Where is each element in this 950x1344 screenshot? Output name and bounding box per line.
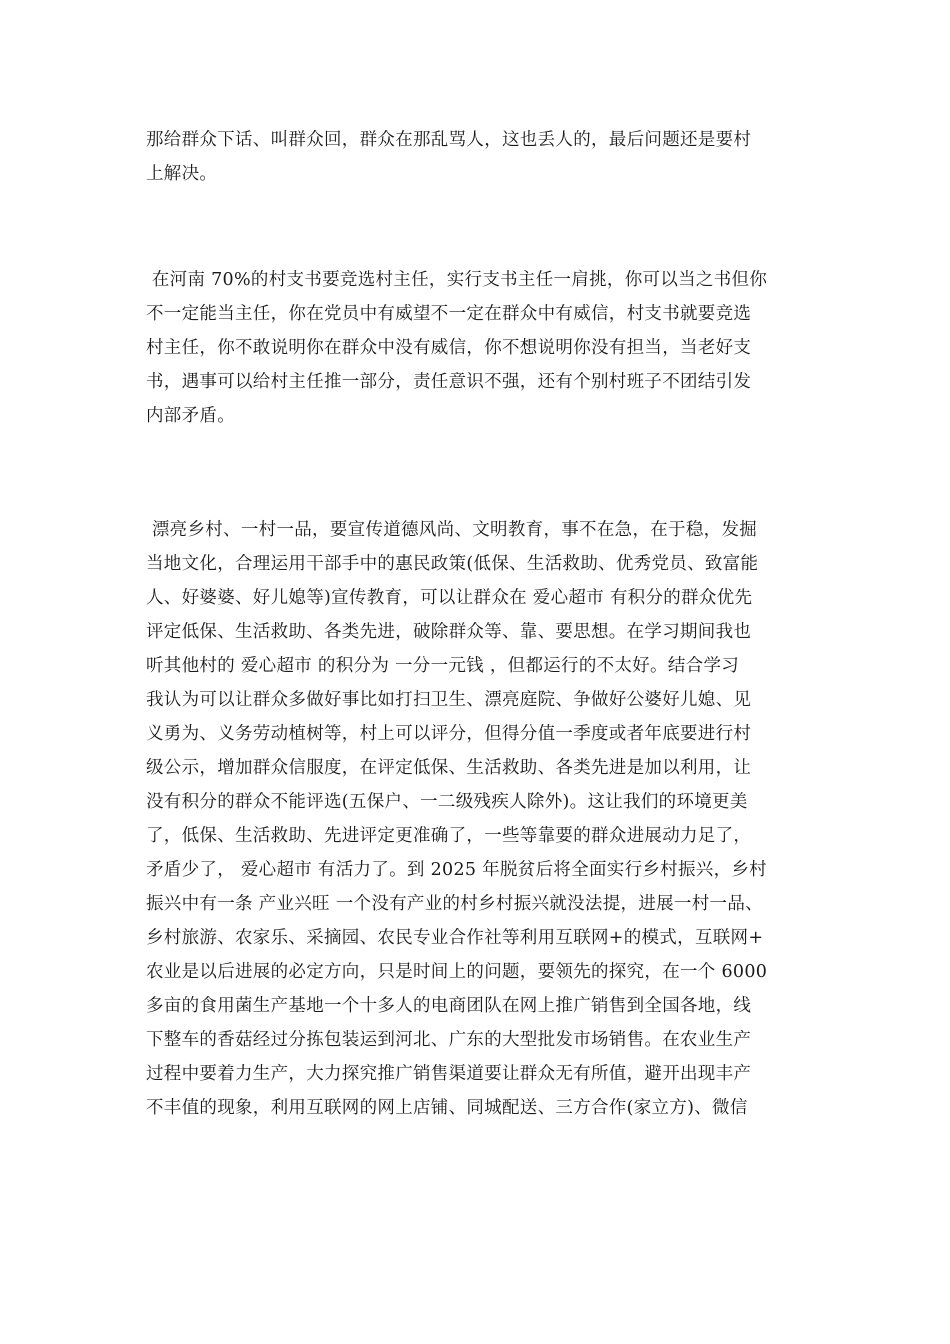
- text-line: 人、好婆婆、好儿媳等)宣传教育，可以让群众在 爱心超市 有积分的群众优先: [146, 588, 753, 608]
- text-line: 义勇为、义务劳动植树等，村上可以评分，但得分值一季度或者年底要进行村: [146, 724, 752, 744]
- paragraph-2: [146, 263, 806, 433]
- text-line: 在河南 70%的村支书要竞选村主任，实行支书主任一肩挑，你可以当之书但你: [146, 270, 768, 290]
- text-line: 多亩的食用菌生产基地一个十多人的电商团队在网上推广销售到全国各地，线: [146, 996, 752, 1016]
- text-line: 过程中要着力生产，大力探究推广销售渠道要让群众无有所值，避开出现丰产: [146, 1064, 752, 1084]
- text-line: 听其他村的 爱心超市 的积分为 一分一元钱 ，但都运行的不太好。结合学习: [146, 656, 740, 676]
- paragraph-1: [146, 123, 806, 191]
- text-line: 不一定能当主任，你在党员中有威望不一定在群众中有威信，村支书就要竞选: [146, 304, 752, 324]
- text-line: 评定低保、生活救助、各类先进，破除群众等、靠、要思想。在学习期间我也: [146, 622, 752, 642]
- text-line: 漂亮乡村、一村一品，要宣传道德风尚、文明教育，事不在急，在于稳，发掘: [146, 520, 758, 540]
- text-line: 我认为可以让群众多做好事比如打扫卫生、漂亮庭院、争做好公婆好儿媳、见: [146, 690, 752, 710]
- text-line: 级公示，增加群众信服度，在评定低保、生活救助、各类先进是加以利用，让: [146, 758, 752, 778]
- text-line: 矛盾少了， 爱心超市 有活力了。到 2025 年脱贫后将全面实行乡村振兴，乡村: [146, 860, 767, 880]
- text-line: 那给群众下话、叫群众回，群众在那乱骂人，这也丢人的，最后问题还是要村: [146, 130, 752, 150]
- text-line: 乡村旅游、农家乐、采摘园、农民专业合作社等利用互联网+的模式，互联网+: [146, 928, 764, 948]
- text-line: 书，遇事可以给村主任推一部分，责任意识不强，还有个别村班子不团结引发: [146, 372, 752, 392]
- text-line: 了，低保、生活救助、先进评定更准确了，一些等靠要的群众进展动力足了，: [146, 826, 752, 846]
- paragraph-3: [146, 513, 806, 1125]
- text-line: 没有积分的群众不能评选(五保户、一二级残疾人除外)。这让我们的环境更美: [146, 792, 748, 812]
- text-line: 内部矛盾。: [146, 406, 235, 426]
- text-line: 农业是以后进展的必定方向，只是时间上的问题，要领先的探究，在一个 6000: [146, 962, 768, 982]
- text-line: 上解决。: [146, 164, 218, 184]
- text-line: 下整车的香菇经过分拣包装运到河北、广东的大型批发市场销售。在农业生产: [146, 1030, 752, 1050]
- text-line: 振兴中有一条 产业兴旺 一个没有产业的村乡村振兴就没法提，进展一村一品、: [146, 894, 763, 914]
- text-line: 不丰值的现象，利用互联网的网上店铺、同城配送、三方合作(家立方)、微信: [146, 1098, 748, 1118]
- text-line: 当地文化，合理运用干部手中的惠民政策(低保、生活救助、优秀党员、致富能: [146, 554, 759, 574]
- text-line: 村主任，你不敢说明你在群众中没有威信，你不想说明你没有担当，当老好支: [146, 338, 752, 358]
